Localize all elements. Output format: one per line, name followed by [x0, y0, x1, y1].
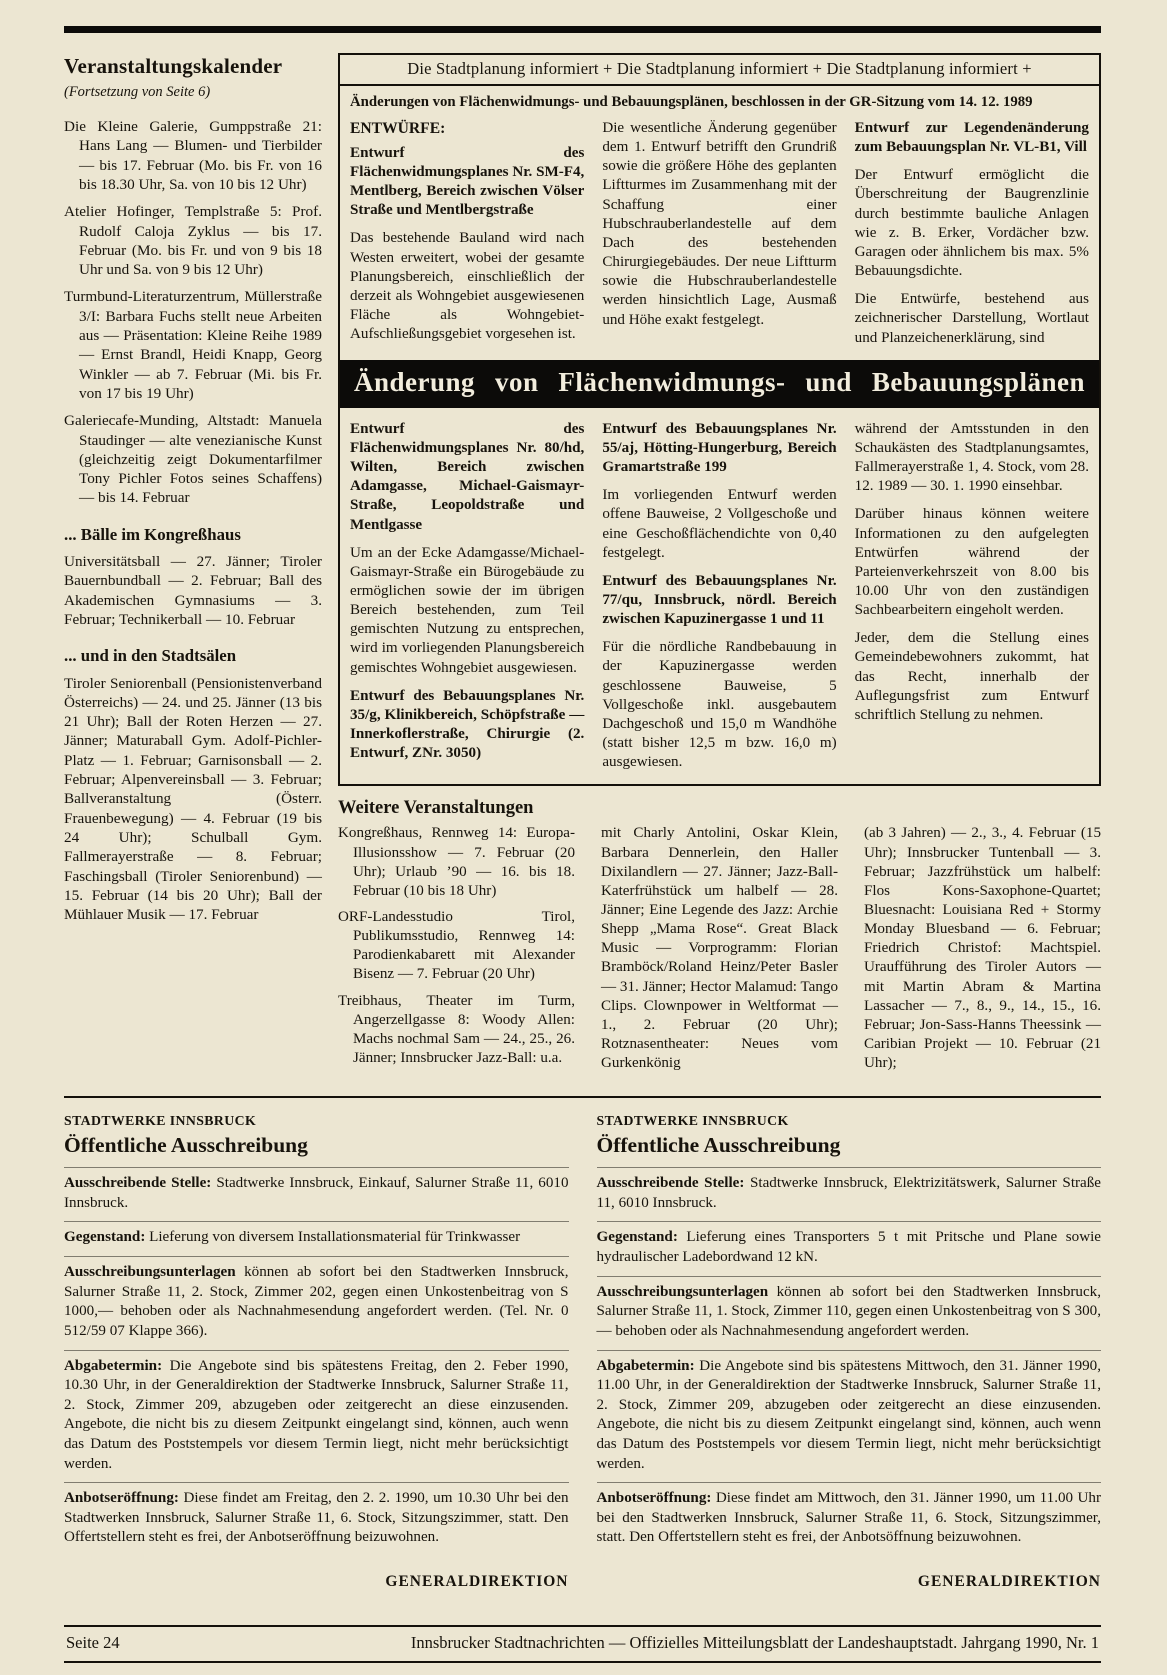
- footer-masthead: Innsbrucker Stadtnachrichten — Offizielles Mitteilungsblatt der Landeshauptstadt. Jahrgang 1990, Nr. 1: [410, 1633, 1099, 1652]
- events-section-text: Tiroler Seniorenball (Pensionistenverband Österreichs) — 24. und 25. Jänner (13 bis 21 Uhr); Ball der Roten Herzen — 27. Jänner; Maturaball Gym. Adolf-Pichler-Platz — 1. Februar; Garnisonsball — 2. Februar; Alpenvereinsball — 3. Februar; Ballveranstaltung (Österr. Frauenbewegung) — 4. Februar (19 bis 24 Uhr); Schulball Gym. Fallmerayerstraße — 8. Februar; Faschingsball (Tiroler Seniorenbund) — 15. Februar (14 bis 20 Uhr); Ball der Mühlauer Musik — 17. Februar: [64, 674, 322, 924]
- planning-column-5: [602, 420, 836, 773]
- events-title: Veranstaltungskalender: [64, 54, 283, 78]
- tender-paragraph: Abgabetermin: Die Angebote sind bis spätestens Freitag, den 2. Feber 1990, 10.30 Uhr, in der Generaldirektion der Stadtwerke Innsbruck, Salurner Straße 11, 2. Stock, Zimmer 209, abzugeben oder zeitgerecht an diese einzusenden. Angebote, die nicht bis zu diesem Zeitpunkt eingelangt sind, können, auch wenn das Datum des Poststempels vor diesem Termin liegt, nicht mehr berücksichtigt werden.: [64, 1350, 569, 1483]
- tender-paragraph: Ausschreibende Stelle: Stadtwerke Innsbruck, Elektrizitätswerk, Salurner Straße 11, 6010 Innsbruck.: [597, 1167, 1102, 1221]
- planning-paragraph: Um an der Ecke Adamgasse/Michael-Gaismayr-Straße ein Bürogebäude zu ermöglichen sowie der im übrigen Bereich bestehenden, zum Teil gemischten Nutzung zu entsprechen, wird im vorliegenden Planungsbereich gemischtes Wohngebiet ausgewiesen.: [350, 544, 585, 676]
- tender-label: Ausschreibende Stelle:: [64, 1175, 212, 1192]
- tenders-row: [64, 1112, 1101, 1592]
- tender-paragraph: Ausschreibungsunterlagen können ab sofort bei den Stadtwerken Innsbruck, Salurner Straße 11, 1. Stock, Zimmer 110, gegen einen Unkostenbeitrag von S 300,— behoben oder als Nachnahmesendung angefordert werden.: [597, 1276, 1102, 1350]
- events-section-text: Universitätsball — 27. Jänner; Tiroler Bauernbundball — 2. Februar; Ball des Akademischen Gymnasiums — 3. Februar; Technikerball — 10. Februar: [64, 553, 322, 628]
- entwuerfe-kicker: ENTWÜRFE:: [350, 120, 446, 137]
- tender-paragraph: Gegenstand: Lieferung eines Transporters 5 t mit Pritsche und Plane sowie hydraulischer Ladebordwand 12 kN.: [597, 1221, 1102, 1275]
- tender-paragraph: Gegenstand: Lieferung von diversem Installationsmaterial für Trinkwasser: [64, 1221, 569, 1256]
- events-subtitle: (Fortsetzung von Seite 6): [64, 83, 211, 100]
- planning-paragraph: Im vorliegenden Entwurf werden offene Bauweise, 2 Vollgeschoße und eine Geschoßflächendichte von 0,40 festgelegt.: [602, 487, 837, 561]
- event-item: Atelier Hofinger, Templstraße 5: Prof. Rudolf Caloja Zyklus — bis 17. Februar (Mo. bis Fr. und von 9 bis 18 Uhr und Sa. von 9 bis 12 Uhr): [64, 203, 322, 279]
- tender-title: Öffentliche Ausschreibung: [596, 1133, 841, 1158]
- tender-paragraph: Ausschreibungsunterlagen können ab sofort bei den Stadtwerken Innsbruck, Salurner Straße 11, 2. Stock, Zimmer 202, gegen einen Unkostenbeitrag von S 1000,— behoben oder als Nachnahmesendung angefordert werden. (Tel. Nr. 0 512/59 07 Klappe 366).: [64, 1256, 569, 1349]
- tender-label: Ausschreibungsunterlagen: [64, 1264, 236, 1281]
- weitere-column-1: [338, 824, 575, 1080]
- tender-title: Öffentliche Ausschreibung: [64, 1133, 308, 1158]
- upper-layout: [64, 53, 1101, 1080]
- tender-label: Gegenstand:: [596, 1229, 678, 1246]
- planning-top-columns: [340, 115, 1099, 360]
- planning-paragraph-lead: Entwurf des Bebauungsplanes Nr. 35/g, Klinikbereich, Schöpfstraße — Innerkoflerstraße, Chirurgie (2. Entwurf, ZNr. 3050): [350, 687, 585, 762]
- page-footer: [64, 1625, 1101, 1663]
- planning-headline: Änderungen von Flächenwidmungs- und Bebauungsplänen, beschlossen in der GR-Sitzung vom 14. 12. 1989: [350, 94, 1033, 110]
- tender-org: STADTWERKE INNSBRUCK: [596, 1113, 789, 1129]
- tender-paragraph: Ausschreibende Stelle: Stadtwerke Innsbruck, Einkauf, Salurner Straße 11, 6010 Innsbruck.: [64, 1167, 569, 1221]
- tender-signoff: GENERALDIREKTION: [385, 1573, 569, 1591]
- weitere-continuation: (ab 3 Jahren) — 2., 3., 4. Februar (15 Uhr); Innsbrucker Tuntenball — 3. Februar; Jazzfrühstück um halbelf: Flos Kons-Saxophone-Quartet; Bluesnacht: Louisiana Red + Stormy Monday Bluesband — 6. Februar; Friedrich Christof: Machtspiel. Uraufführung des Tiroler Autors — mit Martin Abram & Martina Lassacher — 7., 8., 9., 14., 15., 16. Februar; Jon-Sass-Hanns Theessink — Caribian Projekt — 10. Februar (21 Uhr);: [864, 825, 1101, 1072]
- tender-paragraph: Anbotseröffnung: Diese findet am Freitag, den 2. 2. 1990, um 10.30 Uhr bei den Stadtwerken Innsbruck, Salurner Straße 11, 6. Stock, Sitzungszimmer, statt. Den Offertstellern steht es frei, der Anbotseröffnung beizuwohnen.: [64, 1482, 569, 1556]
- weitere-column-2: [601, 824, 838, 1080]
- planning-paragraph: Die Entwürfe, bestehend aus zeichnerischer Darstellung, Wortlaut und Planzeichenerklärung, sind: [854, 291, 1089, 346]
- tender-section-left: [64, 1112, 569, 1592]
- tender-org: STADTWERKE INNSBRUCK: [64, 1113, 257, 1129]
- planning-paragraph: Jeder, dem die Stellung eines Gemeindebewohners zukommt, hat das Recht, innerhalb der Auflegungsfrist zum Entwurf schriftlich Stellung zu nehmen.: [854, 630, 1089, 723]
- planning-paragraph: Die wesentliche Änderung gegenüber dem 1. Entwurf betrifft den Grundriß sowie die größere Höhe des geplanten Liftturmes im Zusammenhang mit der Schaffung einer Hubschrauberlandestelle auf dem Dach des bestehenden Chirurgiegebäudes. Der neue Liftturm sowie die Hubschrauberlandestelle werden hinsichtlich Lage, Ausmaß und Höhe exakt festgelegt.: [602, 120, 837, 328]
- tender-paragraph: Abgabetermin: Die Angebote sind bis spätestens Mittwoch, den 31. Jänner 1990, 11.00 Uhr, in der Generaldirektion der Stadtwerke Innsbruck, Salurner Straße 11, 2. Stock, Zimmer 209, abzugeben oder zeitgerecht an diese einzusenden. Angebote, die nicht bis zu diesem Zeitpunkt eingelangt sind, können, auch wenn das Datum des Poststempels vor diesem Termin liegt, nicht mehr berücksichtigt werden.: [597, 1350, 1102, 1483]
- weitere-column-3: [864, 824, 1101, 1080]
- planning-bottom-columns: [340, 408, 1099, 785]
- events-section-title-stadtsaele: ... und in den Stadtsälen: [64, 646, 237, 666]
- tender-label: Ausschreibungsunterlagen: [596, 1283, 769, 1300]
- events-column: [64, 53, 322, 932]
- tender-label: Anbotseröffnung:: [596, 1490, 712, 1507]
- tender-signoff: GENERALDIREKTION: [917, 1573, 1101, 1591]
- planning-paragraph-lead: Entwurf zur Legendenänderung zum Bebauungsplan Nr. VL-B1, Vill: [854, 120, 1089, 156]
- planning-paragraph-lead: Entwurf des Bebauungsplanes Nr. 77/qu, Innsbruck, nördl. Bereich zwischen Kapuzinergasse 1 und 11: [602, 572, 837, 628]
- weitere-title: Weitere Veranstaltungen: [338, 798, 534, 819]
- event-item: Galeriecafe-Munding, Altstadt: Manuela Staudinger — alte venezianische Kunst (gleichzeitig zeigt Dokumentarfilmer Tony Pichler Fotos seines Schaffens) — bis 14. Februar: [64, 412, 322, 507]
- planning-header-banner: Die Stadtplanung informiert + Die Stadtplanung informiert + Die Stadtplanung informiert +: [340, 55, 1099, 86]
- tender-label: Gegenstand:: [64, 1229, 146, 1246]
- planning-column-3: [855, 119, 1089, 348]
- weitere-item: ORF-Landesstudio Tirol, Publikumsstudio, Rennweg 14: Parodienkabarett mit Alexander Bisenz — 7. Februar (20 Uhr): [338, 909, 575, 983]
- tender-label: Ausschreibende Stelle:: [596, 1175, 745, 1192]
- planning-paragraph: während der Amtsstunden in den Schaukästen des Stadtplanungsamtes, Fallmerayerstraße 1, 4. Stock, vom 28. 12. 1989 — 30. 1. 1990 einsehbar.: [854, 420, 1089, 495]
- planning-paragraph-lead: Entwurf des Flächenwidmungsplanes Nr. 80/hd, Wilten, Bereich zwischen Adamgasse, Michael-Gaismayr-Straße, Leopoldstraße und Mentlgasse: [350, 420, 585, 533]
- section-rule: [64, 1096, 1101, 1098]
- tender-section-right: [597, 1112, 1102, 1592]
- planning-area: [338, 53, 1101, 1080]
- top-rule: [64, 26, 1101, 33]
- planning-black-banner: Änderung von Flächenwidmungs- und Bebauungsplänen: [340, 360, 1099, 408]
- planning-paragraph-lead: Entwurf des Flächenwidmungsplanes Nr. SM-F4, Mentlberg, Bereich zwischen Völser Straße und Mentlbergstraße: [350, 144, 585, 219]
- planning-column-4: [350, 420, 584, 773]
- planning-box: [338, 53, 1101, 786]
- planning-column-1: [350, 119, 584, 348]
- planning-paragraph: Das bestehende Bauland wird nach Westen erweitert, wobei der gesamte Planungsbereich, einschließlich der derzeit als Wohngebiet ausgewiesenen Fläche als Wohngebiet-Aufschließungsgebiet vorgesehen ist.: [350, 230, 585, 343]
- event-item: Turmbund-Literaturzentrum, Müllerstraße 3/I: Barbara Fuchs stellt neue Arbeiten aus — Präsentation: Kleine Reihe 1989 — Ernst Brandl, Heidi Knapp, Georg Winkler — ab 7. Februar (Mi. bis Fr. von 17 bis 19 Uhr): [64, 288, 322, 402]
- planning-paragraph: Darüber hinaus können weitere Informationen zu den aufgelegten Entwürfen während der Parteienverkehrszeit von 8.00 bis 10.00 Uhr von den zuständigen Sachbearbeitern eingeholt werden.: [854, 506, 1089, 619]
- footer-page-number: Seite 24: [66, 1633, 120, 1652]
- weitere-continuation: mit Charly Antolini, Oskar Klein, Barbara Dennerlein, den Haller Dixilandlern — 27. Jänner; Jazz-Ball-Katerfrühstück um halbelf — 28. Jänner; Eine Legende des Jazz: Archie Shepp „Mama Rose“. Great Black Music — Vorprogramm: Florian Bramböck/Roland Heinz/Peter Basler — 31. Jänner; Hector Malamud: Tango Clips. Clownpower in Weltformat — 1., 2. Februar (20 Uhr); Rotznasentheater: Neues vom Gurkenkönig: [601, 825, 838, 1072]
- tender-label: Abgabetermin:: [596, 1357, 695, 1374]
- weitere-section: [338, 798, 1101, 1080]
- events-section-title-baelle: ... Bälle im Kongreßhaus: [64, 524, 241, 544]
- planning-paragraph: Der Entwurf ermöglicht die Überschreitung der Baugrenzlinie durch bestimmte bauliche Anlagen wie z. B. Erker, Vordächer bzw. Garagen oder ähnlichem bis max. 5% Bebauungsdichte.: [854, 167, 1089, 280]
- tender-paragraph: Anbotseröffnung: Diese findet am Mittwoch, den 31. Jänner 1990, um 11.00 Uhr bei den Stadtwerken Innsbruck, Salurner Straße 11, 6. Stock, Sitzungszimmer, statt. Den Offertstellern steht es frei, der Anbotsöffnung beizuwohnen.: [597, 1482, 1102, 1556]
- planning-paragraph: Für die nördliche Randbebauung in der Kapuzinergasse werden geschlossene Bauweise, 5 Vollgeschoße inkl. ausgebautem Dachgeschoß und 15,0 m Wandhöhe (statt bisher 12,5 m bzw. 16,0 m) ausgewiesen.: [602, 639, 837, 771]
- tender-label: Anbotseröffnung:: [64, 1490, 179, 1507]
- weitere-item: Treibhaus, Theater im Turm, Angerzellgasse 8: Woody Allen: Machs nochmal Sam — 24., 25., 26. Jänner; Innsbrucker Jazz-Ball: u.a.: [338, 992, 575, 1067]
- event-item: Die Kleine Galerie, Gumppstraße 21: Hans Lang — Blumen- und Tierbilder — bis 17. Februar (Mo. bis Fr. von 16 bis 18.30 Uhr, Sa. von 10 bis 12 Uhr): [64, 118, 322, 193]
- tender-label: Abgabetermin:: [64, 1357, 163, 1374]
- weitere-columns: [338, 824, 1101, 1080]
- planning-column-2: [602, 119, 836, 348]
- planning-column-6: [855, 420, 1089, 773]
- weitere-item: Kongreßhaus, Rennweg 14: Europa-Illusionsshow — 7. Februar (20 Uhr); Urlaub ’90 — 16. bis 18. Februar (10 bis 18 Uhr): [338, 825, 575, 899]
- planning-paragraph-lead: Entwurf des Bebauungsplanes Nr. 55/aj, Hötting-Hungerburg, Bereich Gramartstraße 199: [602, 420, 837, 476]
